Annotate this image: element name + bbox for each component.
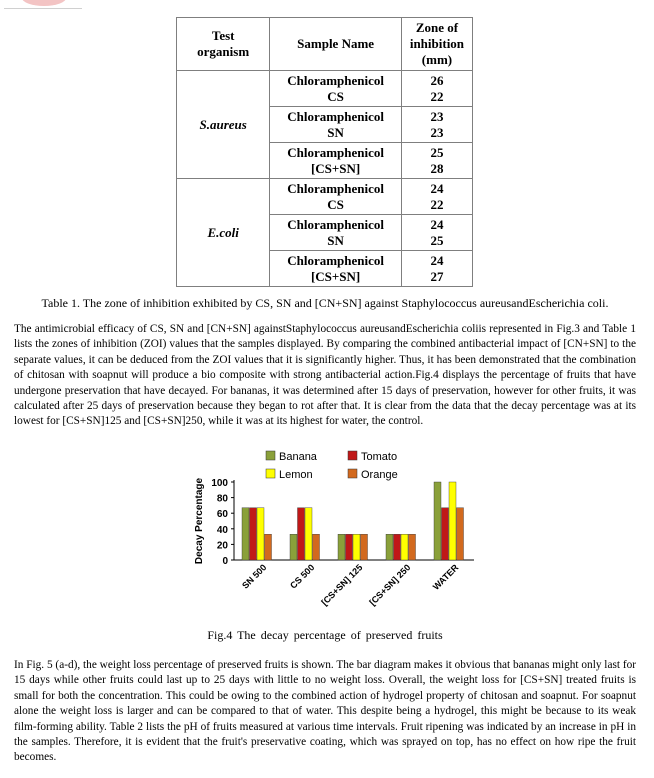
zone-cell: 24 25: [401, 215, 472, 251]
bar-banana: [386, 534, 393, 560]
bar-tomato: [394, 534, 401, 560]
y-tick-label: 80: [216, 493, 228, 505]
y-tick-label: 0: [222, 556, 228, 567]
bar-tomato: [346, 534, 353, 560]
sample-cell: Chloramphenicol [CS+SN]: [270, 251, 402, 287]
header-zone-of-inhibition: Zone of inhibition (mm): [401, 18, 472, 71]
table-row: [177, 71, 473, 107]
bar-orange: [313, 534, 320, 560]
top-decoration-blob: [22, 0, 66, 6]
header-sample-name: Sample Name: [270, 18, 402, 71]
table-header-row: [177, 18, 473, 71]
legend-swatch: [266, 469, 275, 478]
legend-swatch: [266, 451, 275, 460]
page-top-decoration: [4, 0, 82, 9]
y-tick-label: 20: [216, 540, 228, 552]
header-test-organism: Test organism: [177, 18, 270, 71]
zone-of-inhibition-table: [176, 17, 473, 287]
table-caption: Table 1. The zone of inhibition exhibited by CS, SN and [CN+SN] against Staphylococcus aureusandEscherichia coli.: [41, 296, 609, 310]
bar-orange: [265, 534, 272, 560]
bar-banana: [242, 508, 249, 560]
bar-tomato: [250, 508, 257, 560]
zone-cell: 24 22: [401, 179, 472, 215]
bar-tomato: [442, 508, 449, 560]
organism-cell: E.coli: [177, 179, 270, 287]
x-tick-label: CS 500: [288, 562, 317, 591]
sample-cell: Chloramphenicol CS: [270, 179, 402, 215]
bar-banana: [290, 534, 297, 560]
sample-cell: Chloramphenicol SN: [270, 215, 402, 251]
body-paragraph-2: In Fig. 5 (a-d), the weight loss percentage of preserved fruits is shown. The bar diagram makes it obvious that bananas might only last for 15 days while other fruits could last up to 25 days with little to no weight loss. Overall, the weight loss for [CS+SN] treated fruits is small for both the concentration. This could be owing to the combined action of hydrogel property of chitosan and soapnut. For soapnut alone the weight loss is larger and can be compared to that of water. This despite being a hydrogel, this might be because to its weak film-forming ability. Table 2 lists the pH of fruits measured at various time intervals. Fruit ripening was indicated by an increase in pH in the samples. Therefore, it is evident that the fruit's preservative coating, which was sprayed on top, has no effect on how ripe the fruit becomes.: [14, 659, 636, 764]
bar-orange: [409, 534, 416, 560]
bar-lemon: [401, 534, 408, 560]
legend-label: Lemon: [279, 469, 313, 481]
bar-lemon: [257, 508, 264, 560]
zone-cell: 26 22: [401, 71, 472, 107]
bar-lemon: [449, 482, 456, 560]
legend-label: Orange: [361, 469, 398, 481]
decay-percentage-chart: [186, 450, 476, 610]
bar-banana: [434, 482, 441, 560]
figure-caption: Fig.4 The decay percentage of preserved fruits: [207, 628, 443, 642]
zone-cell: 25 28: [401, 143, 472, 179]
legend-swatch: [348, 451, 357, 460]
sample-cell: Chloramphenicol [CS+SN]: [270, 143, 402, 179]
table-row: [177, 179, 473, 215]
x-tick-label: WATER: [430, 562, 461, 592]
legend-label: Tomato: [361, 451, 398, 463]
x-tick-label: [CS+SN] 125: [319, 562, 365, 608]
x-tick-label: [CS+SN] 250: [367, 562, 413, 608]
y-tick-label: 100: [211, 478, 228, 489]
sample-cell: Chloramphenicol CS: [270, 71, 402, 107]
zone-cell: 24 27: [401, 251, 472, 287]
bar-banana: [338, 534, 345, 560]
sample-cell: Chloramphenicol SN: [270, 107, 402, 143]
legend-swatch: [348, 469, 357, 478]
bar-lemon: [305, 508, 312, 560]
y-tick-label: 60: [216, 509, 228, 521]
bar-orange: [457, 508, 464, 560]
body-paragraph-1: The antimicrobial efficacy of CS, SN and [CN+SN] againstStaphylococcus aureusandEscherichia coliis represented in Fig.3 and Table 1 lists the zones of inhibition (ZOI) values that the samples displayed. By comparing the combined antibacterial impact of [CN+SN] to the separate values, it can be deduced from the ZOI values that it is significantly higher. Thus, it has been demonstrated that the combination of chitosan with soapnut will produce a bio composite with strong antibacterial action.Fig.4 displays the percentage of fruits that have undergone preservation that have decayed. For bananas, it was determined after 15 days of preservation, however for other fruits, it was calculated after 25 days of preservation because they began to rot after that. It is clear from the data that the decay percentage was at its lowest for [CS+SN]125 and [CS+SN]250, while it was at its highest for water, the control.: [14, 323, 636, 428]
bar-lemon: [353, 534, 360, 560]
organism-cell: S.aureus: [177, 71, 270, 179]
bar-tomato: [298, 508, 305, 560]
y-tick-label: 40: [216, 524, 228, 536]
zone-cell: 23 23: [401, 107, 472, 143]
y-axis-label: Decay Percentage: [194, 477, 205, 565]
legend-label: Banana: [279, 451, 317, 463]
x-tick-label: SN 500: [240, 562, 269, 591]
bar-orange: [361, 534, 368, 560]
